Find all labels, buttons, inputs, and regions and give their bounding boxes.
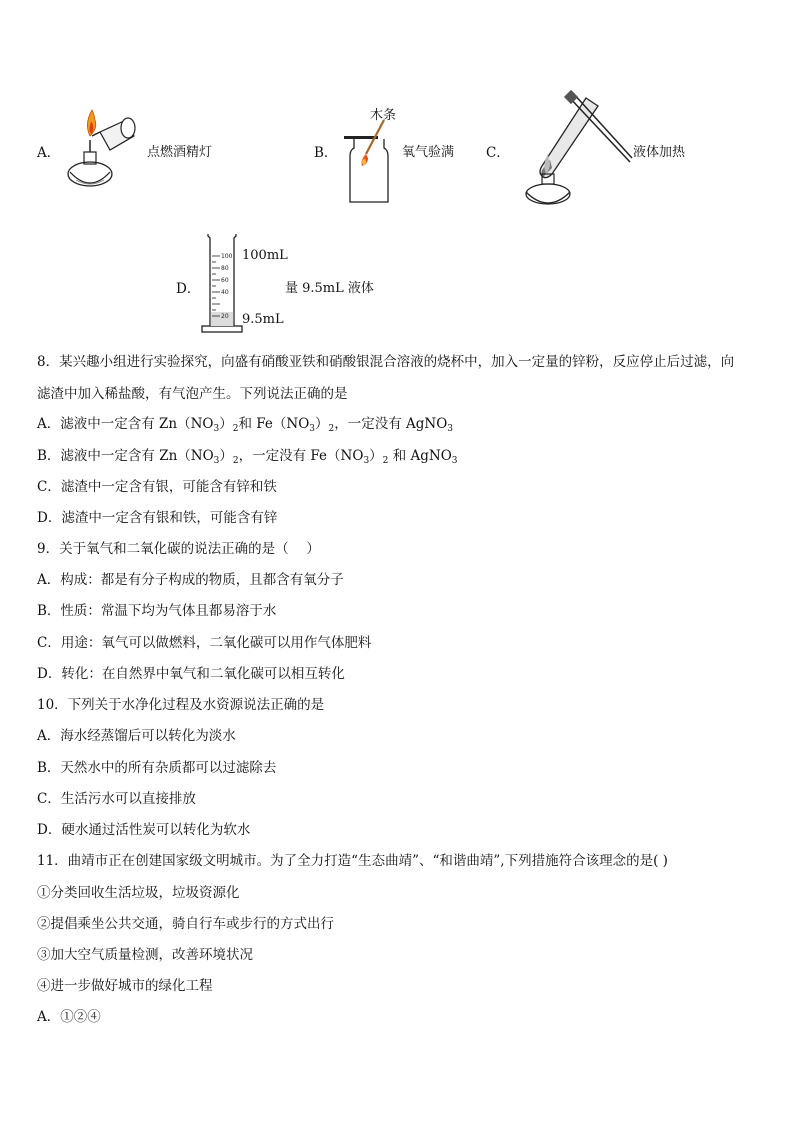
option-a-caption: 点燃酒精灯 <box>147 145 213 160</box>
q10-option-a: A．海水经蒸馏后可以转化为淡水 <box>37 728 236 744</box>
q11-statement-1: ①分类回收生活垃圾，垃圾资源化 <box>37 885 240 901</box>
cyl-tick-60: 60 <box>221 277 229 284</box>
q11-statement-2: ②提倡乘坐公共交通，骑自行车或步行的方式出行 <box>37 916 334 932</box>
q10-option-b: B．天然水中的所有杂质都可以过滤除去 <box>37 760 277 776</box>
cyl-tick-100: 100 <box>221 253 233 260</box>
graduated-cylinder-icon <box>200 232 244 336</box>
q10-option-d: D．硬水通过活性炭可以转化为软水 <box>37 822 251 838</box>
oxygen-bottle-icon <box>340 118 400 206</box>
q11-option-a: A．①②④ <box>37 1009 101 1025</box>
option-c-caption: 液体加热 <box>633 145 686 160</box>
q11-statement-3: ③加大空气质量检测，改善环境状况 <box>37 947 253 963</box>
q11-stem: 11．曲靖市正在创建国家级文明城市。为了全力打造“生态曲靖”、“和谐曲靖”,下列措施符合该理念的是( ) <box>37 853 668 869</box>
q8-option-d: D．滤渣中一定含有银和铁，可能含有锌 <box>37 510 278 526</box>
q9-stem: 9．关于氧气和二氧化碳的说法正确的是（ ） <box>37 541 320 557</box>
q9-option-c: C．用途：氧气可以做燃料，二氧化碳可以用作气体肥料 <box>37 635 372 651</box>
q11-statement-4: ④进一步做好城市的绿化工程 <box>37 978 213 994</box>
cylinder-top-label: 100mL <box>242 248 288 263</box>
cyl-tick-20: 20 <box>221 313 229 320</box>
option-b-caption: 氧气验满 <box>402 145 455 160</box>
q9-option-b: B．性质：常温下均为气体且都易溶于水 <box>37 603 277 619</box>
cyl-tick-80: 80 <box>221 265 229 272</box>
q8-stem-line1: 8．某兴趣小组进行实验探究，向盛有硝酸亚铁和硝酸银混合溶液的烧杯中，加入一定量的锌粉，反应停止后过滤，向 <box>37 354 735 370</box>
q8-stem-line2: 滤渣中加入稀盐酸，有气泡产生。下列说法正确的是 <box>37 386 348 402</box>
option-d-letter: D． <box>176 281 201 297</box>
option-a-letter: A． <box>37 145 61 161</box>
option-c-letter: C． <box>486 145 510 161</box>
option-b-letter: B． <box>314 145 338 161</box>
q8-option-c: C．滤渣中一定含有银，可能含有锌和铁 <box>37 479 277 495</box>
q8-option-b: B．滤液中一定含有 $Zn(NO_3)_2$，一定没有 $Fe(NO_3)_2$ 和 AgNO$_3$ <box>37 448 458 466</box>
option-d-caption: 量 9.5mL 液体 <box>285 281 374 296</box>
cylinder-bottom-label: 9.5mL <box>242 312 284 327</box>
test-tube-heating-icon <box>512 90 632 212</box>
wood-stick-label: 木条 <box>370 108 397 123</box>
q9-option-a: A．构成：都是有分子构成的物质，且都含有氧分子 <box>37 572 344 588</box>
q8-option-a: A．滤液中一定含有 $Zn(NO_3)_2$和 $Fe(NO_3)_2$，一定没有 AgNO$_3$ <box>37 416 454 434</box>
cyl-tick-40: 40 <box>221 289 229 296</box>
q9-option-d: D．转化：在自然界中氧气和二氧化碳可以相互转化 <box>37 666 345 682</box>
alcohol-lamp-lighting-icon <box>62 102 142 194</box>
q10-stem: 10．下列关于水净化过程及水资源说法正确的是 <box>37 697 325 713</box>
q10-option-c: C．生活污水可以直接排放 <box>37 791 196 807</box>
